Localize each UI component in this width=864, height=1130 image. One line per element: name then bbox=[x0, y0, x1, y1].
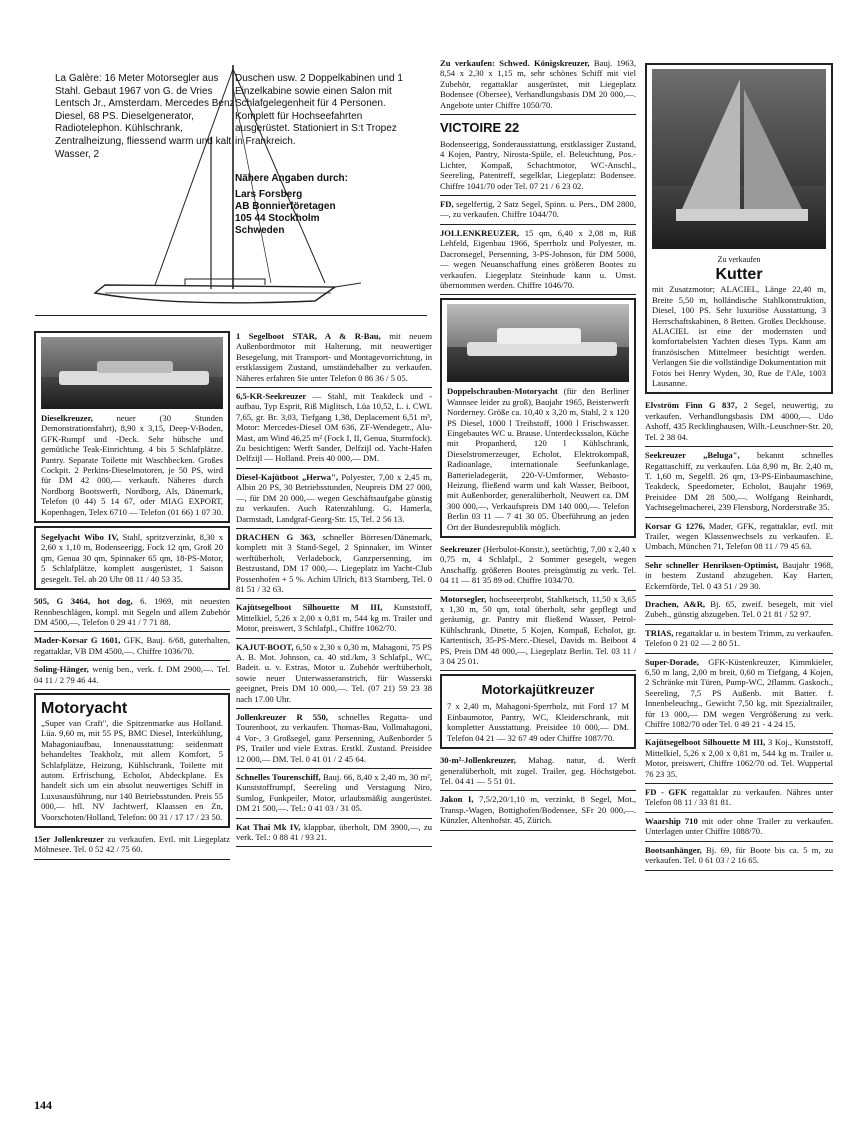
ad-text: 7,5/2,20/1,10 m, verzinkt, 8 Segel, Mot., Transp.-Wagen, Bottighofen/Bodensee, SFr 20 000,—. Künzler, Altenhofstr. 45, Zürich. bbox=[440, 794, 636, 826]
classified-ad bbox=[34, 526, 230, 590]
ad-text: „Super van Craft", die Spitzenmarke aus Holland. Lüa. 9,60 m, mit 55 PS, BMC Diesel, Interkühlung, Mahagoniaufbau, Innenausstattung: seidenmatt behandeltes Teakholz, mit allem Komfort, 5 Schlafplätze, Heizung, Kühlschrank, Toilette mit autom. Erfrischung, Echolot, Abdeckplane. Es handelt sich um ein absolut neuwertiges Schiff in Luxusausführung, nur 140 Betriebsstunden. Preis 55 000,— hfl. NV Jachtwerf, Klaassen en Zn, Voorschoten/Holland, Telefon: 00 31 / 17 17 / 23 50. bbox=[41, 717, 223, 822]
classified-ad bbox=[440, 674, 636, 749]
ad-text: Mahag. natur, d. Werft generalüberholt, mit zugel. Trailer, geg. Höchstgebot. Tel. 04 41 — 5 51 01. bbox=[440, 755, 636, 786]
ad-lead: Kajütsegelboot Silhouette M III, bbox=[236, 602, 383, 613]
classified-ad bbox=[645, 397, 833, 447]
ad-lead: Seekreuzer bbox=[440, 544, 481, 554]
ad-text: Kunststoff, Mittelkiel, 5,26 x 2,00 x 0,81 m, 544 kg m. Trailer und Motor, preiswert, 3 Schlafpl., Chiffre 1062/70. bbox=[236, 602, 432, 634]
classified-ad bbox=[34, 331, 230, 523]
ad-text: schneller Börresen/Dänemark, komplett mit 3 Stand-Segel, 2 Spinnaker, im Winter werftüberholt, Verladebock, Ganzpersenning, im Bestzustand, DM 17 000,—. Liegeplatz im Yacht-Club Possenhofen + 5 %. Achim Ulrich, 813 Starnberg, Tel. 0 81 51 / 32 63. bbox=[236, 531, 433, 594]
ad-text: schnelles Regatta- und Tourenboot, zu verkaufen. Thomas-Bau, Vollmahagoni, 4 Vor-, 3 Großsegel, ganz Persenning, Außenborder 5 PS, Trailer und viele Extras. Erstkl. Zustand. Preisidee 12 000,— DM. Tel. 0 41 01 / 2 45 64. bbox=[236, 712, 432, 764]
ad-heading: Motoryacht bbox=[41, 699, 128, 717]
ad-text: neuer (30 Stunden Demonstrationsfahrt), 8,90 x 3,15, Deep-V-Boden, GFK-Rumpf und -Deck. Sehr hübsche und gemütliche Teak-Einrichtung. 4 bis 5 Schlafplätze. Pantry. Separate Toilette mit Waschbecken. Großes Cockpit. 2 Perkins-Dieselmotoren, je 50 PS, wird für DM 42 000,— verkauft. Näheres durch Nordborg Bootswerft, Nordborg, Als, Dänemark, Telefon (0 44) 5 14 67, oder MIAG EXPORT, Kopenhagen, Telex 6710 — Telefon (01 66) 1 07 30. bbox=[41, 413, 224, 517]
ad-lead: Bootsanhänger, bbox=[645, 844, 702, 855]
page-number: 144 bbox=[34, 1098, 52, 1112]
ad-text: 2 Segel, neuwertig, zu verkaufen. Verhandlungsbasis DM 4000,—. Udo Ashoff, 435 Recklinghausen, Wilh.-Leuschner-Str. 20, Tel. 2 38 04. bbox=[645, 400, 833, 442]
classified-ad bbox=[440, 791, 636, 830]
classified-ad bbox=[34, 831, 230, 860]
ad-text: regattaklar zu verkaufen. Nähres unter Telefon 08 11 / 33 81 81. bbox=[645, 787, 833, 808]
ad-text: (für den Berliner Wannsee leider zu groß), Baujahr 1965, Beisterwerft Norderney. Größe ca. 10,40 x 3,20 m, Stahl, 2 x 120 PS Diesel, 1000 l Treibstoff, 1000 l Frischwasser. Eingebautes WC u. Brause. Unterdeckssalon, Küche mit Propanherd, 120 l Kühlschrank, Dieselstromerzeuger, Echolot, Elektrokompaß, Radioanlage, internationale Seefunkanlage, Batterieladegerät, 220-V-Umformer, Webasto-Heizung, fließend warm und kalt Wasser, Beiboot, mit Außenborder, generalüberholt, Neuwert ca. DM 300 000,—, Verkaufspreis DM 140 000,—. Telefon Berlin 03 11 — 7 41 30 05. Überführung an jeden Ort der Bundesrepublik möglich. bbox=[447, 386, 629, 532]
contact-line: 105 44 Stockholm bbox=[235, 213, 320, 224]
classified-ad bbox=[645, 784, 833, 813]
ad-text: (Herbulot-Konstr.), seetüchtig, 7,00 x 2,40 x 0,75 m, 4 Schlafpl., 2 Sommer gesegelt, wegen Anschaffg. größeren Bootes preisgünstig zu verk. Tel. 04 11 — 81 35 89 od. Chiffre 1034/70. bbox=[440, 544, 636, 586]
classified-ad bbox=[645, 813, 833, 842]
classified-ad bbox=[440, 196, 636, 225]
column-3 bbox=[440, 55, 636, 831]
classified-ad bbox=[236, 709, 432, 769]
ad-text: Bauj. 66, 8,40 x 2,40 m, 30 m², Kunststoffrumpf, Seereling und Verstagung Niro, Sumlog, Funkpeiler, Motor, urlaubsmäßig ausgerüstet. DM 21 500,—. Tel.: 0 41 03 / 31 05. bbox=[236, 772, 432, 814]
classified-ad bbox=[236, 819, 432, 848]
classified-ad bbox=[440, 115, 636, 196]
ad-lead: Kat Thai Mk IV, bbox=[236, 821, 301, 832]
ad-lead: Kajütsegelboot Silhouette M III, bbox=[645, 737, 766, 748]
ad-text: segelfertig, 2 Satz Segel, Spinn. u. Pers., DM 2800,—, zu verkaufen. Chiffre 1044/70. bbox=[440, 199, 636, 220]
contact-line: Schweden bbox=[235, 225, 285, 236]
ad-text: klappbar, überholt, DM 3900,—, zu verk. Tel.: 0 88 41 / 93 21. bbox=[236, 821, 432, 843]
classified-ad bbox=[645, 654, 833, 735]
classified-ad bbox=[236, 469, 432, 529]
ad-lead: Drachen, A&R, bbox=[645, 598, 706, 609]
classified-ad bbox=[440, 298, 636, 538]
motor-cruiser-photo bbox=[41, 337, 223, 409]
classified-ad bbox=[645, 63, 833, 394]
galere-contact-heading: Nähere Angaben durch: bbox=[235, 173, 348, 184]
ad-text: 3 Koj., Kunststoff, Mittelkiel, 5,26 x 2,00 x 0,81 m, 544 kg m. Trailer u. Motor, preiswert, Chiffre 1062/70 od. Tel. Wuppertal 76 23 35. bbox=[645, 737, 833, 779]
ad-text: zu verkaufen. Evtl. mit Liegeplatz Möhnesee. Tel. 0 52 42 / 75 60. bbox=[34, 834, 230, 855]
classified-ad bbox=[645, 518, 833, 557]
classified-ad bbox=[645, 734, 833, 784]
ad-text: regattaklar u. in bestem Trimm, zu verkaufen. Telefon 0 21 02 — 2 80 51. bbox=[645, 627, 833, 649]
classified-ad bbox=[34, 661, 230, 690]
ad-text: Bj. 69, für Boote bis ca. 5 m, zu verkaufen. Tel. 0 61 03 / 2 16 65. bbox=[645, 844, 833, 866]
ad-text: Bj. 65, zweif. besegelt, mit viel Zubeh., günstig abzugeben. Tel. 0 21 81 / 52 97. bbox=[645, 598, 833, 620]
ad-lead: FD - GFK bbox=[645, 787, 687, 798]
motor-yacht-photo bbox=[447, 304, 629, 382]
ad-text: 15 qm, 6,40 x 2,08 m, Riß Lehfeld, Eigenbau 1966, Sperrholz und Polyester, m. Dacronsegel, Persenning, 3-PS-Johnson, für DM 5000,— wegen Neuanschaffung eines größeren Bootes zu verkaufen. Liegeplatz Steinhude kann u. Umst. übernommen werden. Chiffre 1046/70. bbox=[440, 227, 636, 290]
sail-shape bbox=[652, 69, 826, 249]
ad-lead: Schnelles Tourenschiff, bbox=[236, 772, 321, 783]
ad-text: bekannt schnelles Regattaschiff, zu verkaufen. Lüa 8,90 m, Br. 2,40 m, T. 1,60 m, Segelfl. 26 qm, 13-PS-Einbaumaschine, Teakdeck, Speedometer, Echolot, Baujahr 1969, Preisidee DM 28 500,—. Wolfgang Reinhardt, Yachtsegelmacherei, 239 Flensburg, Norderstraße 35. bbox=[645, 450, 833, 513]
ad-text: — Stahl, mit Teakdeck und -aufbau, Typ Esprit, Riß Miglitsch, Lüa 10,52, L. i. CWL 7,65, gr. Br. 3,03, Tiefgang 1,38, Deplacement 6,51 m³, Motor: Mercedes-Diesel OM 636, ZF-Wendegetr., Alu-Mast, am Wind 46,25 m² (Fock I, II, Genua, Sturmfock). Zu besichtigen: Werft Sander, Delfzijl od. Yacht-Hafen Delfzijl — Holland. Preis 40 000,— DM. bbox=[236, 391, 432, 464]
classified-ad bbox=[236, 328, 432, 388]
ad-text: Bauj. 1963, 8,54 x 2,30 x 1,15 m, sehr schönes Schiff mit viel Zubehör, regattaklar ausgerüstet, mit Liegeplatz Bodensee (Obersee), Verhandlungsbasis DM 20 000,—. Angebote unter Chiffre 1050/70. bbox=[440, 58, 636, 110]
ad-lead: Sehr schneller Henriksen-Optimist, bbox=[645, 559, 779, 570]
column-1 bbox=[34, 328, 230, 860]
ad-text: mit oder ohne Trailer zu verkaufen. Unterlagen unter Chiffre 1088/70. bbox=[645, 815, 833, 837]
ad-heading: Kutter bbox=[715, 266, 763, 284]
ad-lead: KAJUT-BOOT, bbox=[236, 641, 294, 652]
ad-heading: Motorkajütkreuzer bbox=[481, 682, 595, 698]
classified-ad bbox=[34, 632, 230, 661]
column-2 bbox=[236, 328, 432, 847]
ad-text: 6,50 x 2,30 x 0,30 m, Mahagoni, 75 PS A. B. Mot. Johnson, ca. 40 std./km, 3 Schlafpl., WC, Badeit. u. v. Extras, Motor u. Zubehör werftüberholt, sowie neuer Unterwasseranstrich, für Wasserski geeignet, Preis DM 10 000,—. Tel. (07 21) 59 23 38 nach 17.00 Uhr. bbox=[236, 641, 432, 704]
ad-lead: Mader-Korsar G 1601, bbox=[34, 635, 121, 646]
ad-lead: 15er Jollenkreuzer bbox=[34, 834, 104, 844]
galere-ad bbox=[35, 57, 427, 316]
contact-line: AB Bonnierföretagen bbox=[235, 201, 336, 212]
ad-lead: Segelyacht Wibo IV, bbox=[41, 532, 119, 543]
classified-ad bbox=[236, 599, 432, 638]
ad-text: Baujahr 1968, in bestem Zustand abzugeben. Kay Harten, Eckernförde, Tel. 0 43 51 / 29 30. bbox=[645, 559, 833, 591]
classified-ad bbox=[440, 225, 636, 295]
classified-ad bbox=[440, 541, 636, 591]
classified-ad bbox=[34, 693, 230, 828]
classified-ad bbox=[645, 447, 833, 517]
contact-line: Lars Forsberg bbox=[235, 189, 303, 200]
ad-lead: JOLLENKREUZER, bbox=[440, 227, 520, 238]
classified-ad bbox=[645, 596, 833, 625]
ad-text: Stahl, spritzverzinkt, 8,30 x 2,60 x 1,10 m, Bodenseerigg, Fock 12 qm, Groß 20 qm, Genua 30 qm, Spinnaker 65 qm, 18-PS-Motor, 5 Schlafplätze, komplett ausgerüstet, 1 Saison gesegelt. Tel. ab 20 Uhr 08 11 / 40 53 35. bbox=[41, 532, 223, 584]
ad-lead: Doppelschrauben-Motoryacht bbox=[447, 386, 558, 397]
ad-text: 6. 1969, mit neuesten Rennbeschlägen, kompl. mit Segeln und allem Zubehör DM 4500,—, Telefon 0 29 41 / 7 71 88. bbox=[34, 596, 230, 627]
galere-left-text: La Galère: 16 Meter Motorsegler aus Stahl. Gebaut 1967 von G. de Vries Lentsch Jr., Amsterdam. Mercedes Benz Diesel, 68 PS. Dieselgenerator, Radiotelephon. Kühlschrank, Zentralheizung, fliessend warm und kalt Wasser, 2 bbox=[55, 73, 235, 160]
ad-lead: 30-m²-Jollenkreuzer, bbox=[440, 755, 516, 766]
ad-lead: Super-Dorade, bbox=[645, 656, 699, 667]
ad-lead: Dieselkreuzer, bbox=[41, 413, 93, 423]
ad-lead: Waarship 710 bbox=[645, 815, 698, 826]
ad-text: Bodenseerigg, Sonderausstattung, erstklassiger Zustand, 4 Kojen, Pantry, Nirosta-Spüle, el. Beleuchtung, Pos.-Lichter, Kompaß, Schachtmotor, WC-Anschl., Seereling, Patentreff, segelklar, Liegeplatz: Bodensee. Chiffre 1041/70 oder Tel. 07 21 / 6 23 02. bbox=[440, 139, 636, 191]
ad-text: GFK, Bauj. 6/68, guterhalten, regattaklar, VB DM 4500,—. Chiffre 1036/70. bbox=[34, 635, 230, 656]
ad-lead: Elvström Finn G 837, bbox=[645, 400, 738, 411]
galere-right-text: Duschen usw. 2 Doppelkabinen und 1 Einzelkabine sowie einen Salon mit Schlafgelegenheit für 4 Personen. Komplett für Hochseefahrten ausgerüstet. Stationiert in S:t Tropez in Frankreich. bbox=[235, 73, 403, 147]
classified-ad bbox=[645, 625, 833, 654]
ad-lead: Jakon I, bbox=[440, 794, 474, 805]
classified-ad bbox=[236, 388, 432, 469]
ad-lead: TRIAS, bbox=[645, 627, 674, 638]
ad-lead: 1 Segelboot STAR, A & R-Bau, bbox=[236, 331, 381, 341]
ad-text: wenig ben., verk. f. DM 2900,—. Tel. 04 11 / 2 79 46 44. bbox=[34, 664, 230, 685]
column-4 bbox=[645, 60, 833, 871]
classified-ad bbox=[236, 529, 432, 599]
ad-text: hochseeerprobt, Stahlketsch, 11,50 x 3,65 x 1,30 m, 50 qm, total überholt, sehr gepflegt und geräumig, gr. Pantry mit fließend Wasser, Petrol-Kühlschrank, Dinette, 5 Kojen, Kompaß, Echolot, gr. Kartentisch, 35-PS-Merc.-Diesel, Davids m. Beiboot 4 PS, Preis DM 48 000,—, Liegeplatz Berlin. Tel. 03 11 / 3 04 25 01. bbox=[440, 593, 637, 667]
ad-text: 7 x 2,40 m, Mahagoni-Sperrholz, mit Ford 17 M Einbaumotor, Pantry, WC, Kleiderschrank, mit kompletter Ausstattung. Preisidee 10 000,— DM. Telefon 04 21 — 32 67 49 oder Chiffre 1087/70. bbox=[447, 701, 629, 743]
ad-lead: 505, G 3464, hot dog, bbox=[34, 596, 133, 607]
classified-ad bbox=[236, 639, 432, 709]
sailing-kutter-photo bbox=[652, 69, 826, 249]
ad-heading: VICTOIRE 22 bbox=[440, 120, 520, 136]
ad-pre: Zu verkaufen bbox=[717, 255, 761, 264]
classified-ad bbox=[645, 842, 833, 871]
ad-lead: Jollenkreuzer R 550, bbox=[236, 712, 328, 722]
classified-ad bbox=[440, 591, 636, 672]
classified-ad bbox=[440, 55, 636, 115]
ad-lead: Motorsegler, bbox=[440, 593, 487, 604]
ad-lead: Diesel-Kajütboot „Herwa", bbox=[236, 471, 338, 482]
ad-text: GFK-Küstenkreuzer, Kimmkieler, 6,50 m lang, 2,00 m breit, 0,60 m Tiefgang, 4 Kojen, 2 Schränke mit Türen, Pump-WC, 2flamm. Gaskoch., Seereling, 7,5 PS Außenb. mit Batter. f. Innenbeleuchtg., Gewicht 7,50 kg, mit Spezialtrailer, für 13 000,— DM wegen Vergrößerung zu verk. Chiffre 1082/70 oder Tel. 0 49 21 - 4 24 15. bbox=[645, 656, 833, 730]
ad-lead: DRACHEN G 363, bbox=[236, 531, 316, 542]
galere-contact bbox=[235, 189, 336, 237]
ad-lead: Soling-Hänger, bbox=[34, 664, 89, 675]
ad-text: mit neuem Außenbordmotor mit Halterung, mit neuwertiger Besegelung, mit Transport- und Montagevorrichtung, in erstklassigem Zustand, umständehalber zu verkaufen. Näheres erfahren Sie unter Telefon 0 86 36 / 5 05. bbox=[236, 331, 432, 383]
classified-ad bbox=[440, 752, 636, 791]
ad-lead: FD, bbox=[440, 199, 454, 210]
ad-lead: Korsar G 1276, bbox=[645, 520, 705, 531]
classified-ad bbox=[34, 593, 230, 632]
ad-text: mit Zusatzmotor; ALACIEL, Länge 22,40 m, Breite 5,50 m, holländische Stahlkonstruktion, Diesel, 100 PS. Sehr luxuriöse Ausstattung, 3 Herrschaftskabinen, 8 Betten. Großes Deckhouse. ALACIEL ist eine der modernsten und komfortabelsten Yachten dieses Typs. Kann am französischen Mittelmeer besichtigt werden. Verlangen Sie die vollständige Dokumentation mit Fotos bei Henry Wyden, 30, Rue de l'Ale, 1003 Lausanne. bbox=[652, 284, 826, 389]
ad-lead: Zu verkaufen: Schwed. Königskreuzer, bbox=[440, 58, 590, 68]
ad-text: Mader, GFK, regattaklar, evtl. mit Trailer, wegen Klassenwechsels zu verkaufen. E. Umbach, München 71, Telefon 08 11 / 79 45 63. bbox=[645, 520, 833, 552]
classified-ad bbox=[236, 769, 432, 819]
classified-ad bbox=[645, 557, 833, 596]
ad-lead: Seekreuzer „Beluga", bbox=[645, 450, 740, 461]
ad-text: Polyester, 7,00 x 2,45 m, Albin 20 PS, 30 Betriebsstunden, Neupreis DM 27 000,—, für DM 20 000,— wegen Geschäftsaufgabe günstig zu verkaufen. Auch Ratenzahlung. G. Hamerla, Darmstadt, Landgraf-Georg-Str. 15, Tel. 2 56 13. bbox=[236, 471, 433, 524]
ad-lead: 6,5-KR-Seekreuzer bbox=[236, 391, 307, 402]
